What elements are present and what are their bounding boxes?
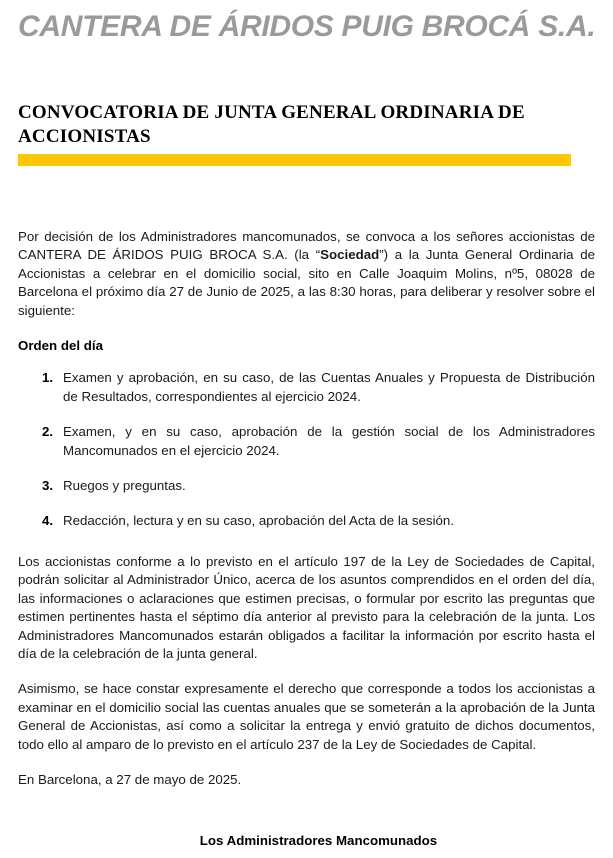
agenda-item-number: 4. xyxy=(42,513,54,529)
agenda-item-text: Redacción, lectura y en su caso, aprobación del Acta de la sesión. xyxy=(63,513,455,529)
signature-block: Los Administradores Mancomunados xyxy=(199,833,438,848)
intro-paragraph xyxy=(18,228,595,320)
agenda-item xyxy=(18,423,595,460)
agenda-item-text: Ruegos y preguntas. xyxy=(63,478,186,494)
document-body xyxy=(18,228,595,789)
company-letterhead-title: CANTERA DE ÁRIDOS PUIG BROCÁ S.A. xyxy=(18,10,596,43)
place-and-date: En Barcelona, a 27 de mayo de 2025. xyxy=(18,771,242,787)
agenda-item xyxy=(18,369,595,406)
intro-text-part-2: ”) a la Junta General Ordinaria de Accionistas a celebrar en el domicilio social, sito en Calle Joaquim Molins, nº5, 08028 de Barcelona el próximo día 27 de Junio de 2025, a las 8:30 horas, para deliberar y resolver sobre el siguiente: xyxy=(18,247,595,318)
agenda-item-number: 3. xyxy=(42,478,54,494)
paragraph-right-to-examine: Asimismo, se hace constar expresamente el derecho que corresponde a todos los accionistas a examinar en el domicilio social las cuentas anuales que se someterán a la aprobación de la Junta General de Accionistas, así como a solicitar la entrega y envió gratuito de dichos documentos, todo ello al amparo de lo previsto en el artículo 237 de la Ley de Sociedades de Capital. xyxy=(18,681,595,752)
agenda-item-text: Examen, y en su caso, aprobación de la gestión social de los Administradores Mancomunados en el ejercicio 2024. xyxy=(63,424,595,458)
page-title: CONVOCATORIA DE JUNTA GENERAL ORDINARIA DE ACCIONISTAS xyxy=(18,102,525,147)
agenda-item-number: 2. xyxy=(42,424,54,440)
intro-text-part-1: Por decisión de los Administradores mancomunados, se convoca a los señores accionistas de CANTERA DE ÁRIDOS PUIG BROCA S.A. (la “ xyxy=(18,229,595,263)
agenda-item-number: 1. xyxy=(42,370,54,386)
agenda-item xyxy=(18,512,595,530)
intro-emphasis-sociedad: Sociedad xyxy=(320,247,380,263)
agenda-heading: Orden del día xyxy=(18,338,103,354)
paragraph-right-to-information: Los accionistas conforme a lo previsto en el artículo 197 de la Ley de Sociedades de Capital, podrán solicitar al Administrador Único, acerca de los asuntos comprendidos en el orden del día, las informaciones o aclaraciones que estimen precisas, o formular por escrito las preguntas que estimen pertinentes hasta el séptimo día anterior al previsto para la celebración de la junta. Los Administradores Mancomunados estarán obligados a facilitar la información por escrito hasta el día de la celebración de la junta general. xyxy=(18,553,595,661)
agenda-item-text: Examen y aprobación, en su caso, de las Cuentas Anuales y Propuesta de Distribución de Resultados, correspondientes al ejercicio 2024. xyxy=(63,370,595,404)
agenda-item xyxy=(18,477,595,495)
agenda-list xyxy=(18,369,595,530)
accent-rule-divider xyxy=(18,154,571,166)
